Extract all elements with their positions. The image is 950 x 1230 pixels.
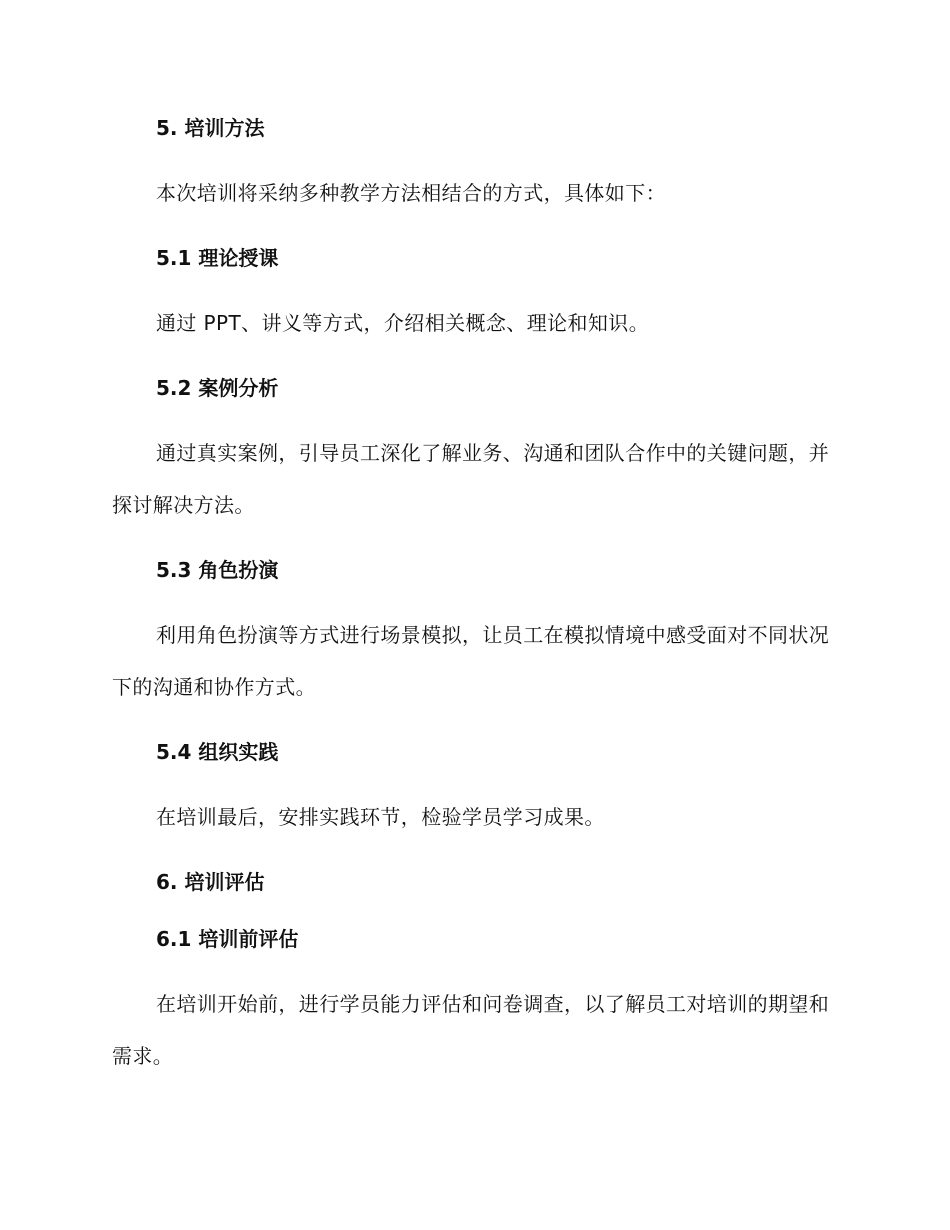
subsection-heading-6-1: 6.1 培训前评估: [156, 927, 299, 951]
subsection-heading-5-4: 5.4 组织实践: [156, 740, 279, 764]
paragraph-5-2: 通过真实案例，引导员工深化了解业务、沟通和团队合作中的关键问题，并探讨解决方法。: [112, 441, 830, 517]
subsection-heading-5-2: 5.2 案例分析: [156, 376, 279, 400]
subsection-heading-5-3: 5.3 角色扮演: [156, 558, 279, 582]
subsection-heading-5-1: 5.1 理论授课: [156, 246, 279, 270]
paragraph-intro: 本次培训将采纳多种教学方法相结合的方式，具体如下：: [156, 181, 666, 205]
paragraph-5-1: 通过 PPT、讲义等方式，介绍相关概念、理论和知识。: [156, 311, 650, 335]
section-heading-5: 5. 培训方法: [156, 116, 265, 140]
document-body: [112, 110, 834, 1082]
section-heading-6: 6. 培训评估: [156, 870, 265, 894]
paragraph-6-1: 在培训开始前，进行学员能力评估和问卷调查，以了解员工对培训的期望和需求。: [112, 992, 830, 1068]
paragraph-5-4: 在培训最后，安排实践环节，检验学员学习成果。: [156, 805, 605, 829]
paragraph-5-3: 利用角色扮演等方式进行场景模拟，让员工在模拟情境中感受面对不同状况下的沟通和协作方式。: [112, 623, 830, 699]
